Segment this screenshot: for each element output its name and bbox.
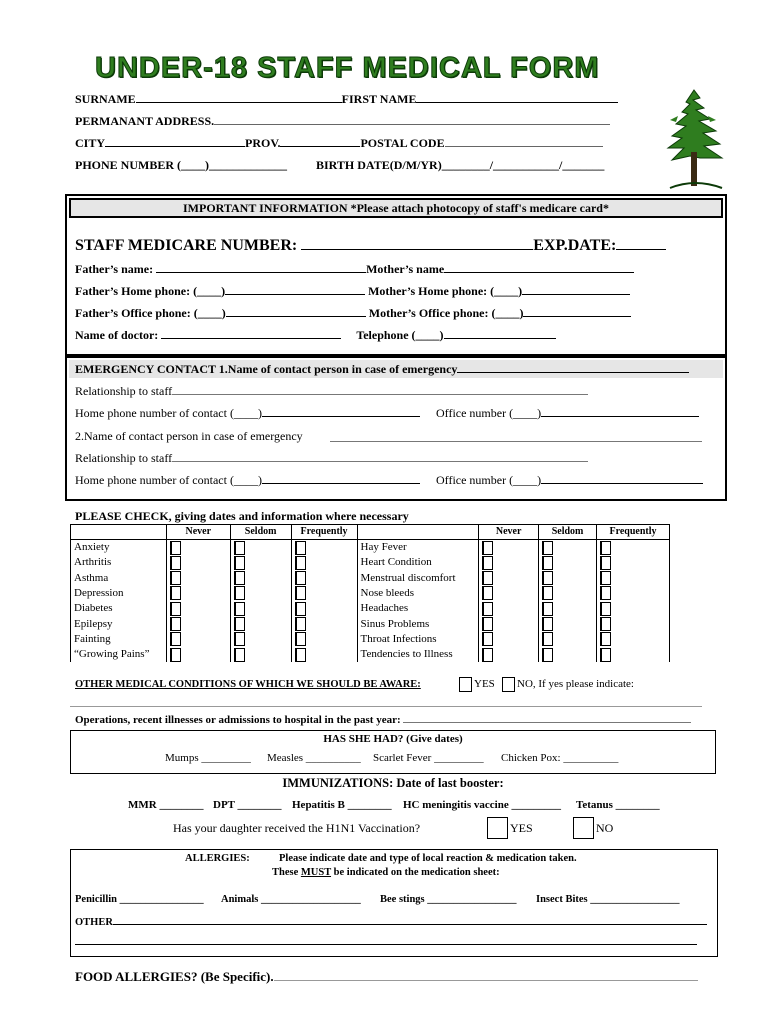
condition-frequently-checkbox[interactable] — [600, 586, 611, 600]
condition-frequently-cell — [291, 631, 357, 646]
condition-frequently-cell — [291, 540, 357, 555]
table-row — [71, 616, 670, 631]
bee-stings-field[interactable]: Bee stings _________________ — [380, 894, 517, 905]
condition-frequently-cell — [597, 616, 670, 631]
allergies-label: ALLERGIES: — [185, 853, 250, 864]
mumps-field[interactable]: Mumps _________ — [165, 752, 251, 764]
condition-frequently-checkbox[interactable] — [295, 648, 306, 662]
relationship-2-field[interactable]: Relationship to staff — [75, 451, 588, 466]
condition-never-cell — [166, 570, 230, 585]
table-row — [71, 631, 670, 646]
condition-seldom-checkbox[interactable] — [234, 541, 245, 555]
animals-field[interactable]: Animals ___________________ — [221, 894, 361, 905]
allergies-instruction-2: These MUST be indicated on the medication sheet: — [272, 867, 500, 878]
doctor-field[interactable]: Name of doctor: Telephone (____) — [75, 328, 556, 343]
condition-never-cell — [166, 631, 230, 646]
condition-frequently-checkbox[interactable] — [295, 586, 306, 600]
condition-seldom-cell — [539, 631, 597, 646]
condition-never-cell — [166, 585, 230, 600]
condition-never-cell — [479, 631, 539, 646]
table-row — [71, 570, 670, 585]
condition-label: Epilepsy — [71, 616, 167, 631]
condition-frequently-cell — [597, 647, 670, 662]
penicillin-field[interactable]: Penicillin ________________ — [75, 894, 204, 905]
condition-seldom-cell — [539, 647, 597, 662]
condition-never-cell — [479, 601, 539, 616]
h1n1-no-checkbox[interactable] — [573, 817, 594, 839]
has-she-had-title: HAS SHE HAD? (Give dates) — [323, 733, 463, 745]
condition-seldom-checkbox[interactable] — [542, 541, 553, 555]
condition-never-checkbox[interactable] — [170, 556, 181, 570]
condition-never-cell — [166, 616, 230, 631]
condition-frequently-checkbox[interactable] — [295, 541, 306, 555]
condition-frequently-cell — [597, 570, 670, 585]
home-phone-1-field[interactable]: Home phone number of contact (____) — [75, 406, 420, 421]
other-conditions-line — [70, 706, 702, 707]
condition-never-checkbox[interactable] — [170, 617, 181, 631]
condition-seldom-cell — [230, 647, 291, 662]
other-no-checkbox[interactable] — [502, 677, 515, 692]
condition-never-checkbox[interactable] — [482, 648, 493, 662]
insect-bites-field[interactable]: Insect Bites _________________ — [536, 894, 680, 905]
tree-logo-icon — [660, 86, 730, 192]
father-name-field[interactable]: Father’s name: Mother’s name — [75, 262, 634, 277]
condition-label: Throat Infections — [357, 631, 479, 646]
col-never-2: Never — [479, 525, 539, 540]
condition-seldom-cell — [230, 570, 291, 585]
condition-frequently-checkbox[interactable] — [600, 632, 611, 646]
col-frequently-2: Frequently — [597, 525, 670, 540]
tetanus-field[interactable]: Tetanus ________ — [576, 799, 660, 811]
contact-2-line — [330, 441, 702, 442]
condition-seldom-cell — [539, 601, 597, 616]
condition-seldom-checkbox[interactable] — [234, 617, 245, 631]
h1n1-no-label: NO — [596, 821, 614, 835]
condition-frequently-cell — [597, 631, 670, 646]
table-row — [71, 647, 670, 662]
home-phone-2-field[interactable]: Home phone number of contact (____) — [75, 473, 420, 488]
condition-never-cell — [479, 570, 539, 585]
condition-label: Arthritis — [71, 555, 167, 570]
condition-label: Nose bleeds — [357, 585, 479, 600]
condition-seldom-checkbox[interactable] — [234, 586, 245, 600]
check-heading: PLEASE CHECK, giving dates and information where necessary — [75, 509, 409, 523]
condition-never-cell — [479, 540, 539, 555]
condition-seldom-checkbox[interactable] — [234, 648, 245, 662]
condition-seldom-cell — [539, 585, 597, 600]
condition-frequently-checkbox[interactable] — [295, 602, 306, 616]
condition-frequently-checkbox[interactable] — [600, 602, 611, 616]
dpt-field[interactable]: DPT ________ — [213, 799, 282, 811]
condition-never-checkbox[interactable] — [482, 602, 493, 616]
table-row — [71, 540, 670, 555]
condition-frequently-checkbox[interactable] — [295, 571, 306, 585]
condition-label: Anxiety — [71, 540, 167, 555]
operations-field[interactable]: Operations, recent illnesses or admissions to hospital in the past year: — [75, 712, 691, 726]
condition-frequently-cell — [291, 585, 357, 600]
condition-never-cell — [166, 555, 230, 570]
city-field[interactable]: CITY PROV. POSTAL CODE — [75, 136, 603, 151]
surname-field[interactable]: SURNAME FIRST NAME — [75, 92, 618, 107]
condition-seldom-checkbox[interactable] — [542, 648, 553, 662]
condition-never-checkbox[interactable] — [482, 586, 493, 600]
condition-seldom-checkbox[interactable] — [542, 586, 553, 600]
condition-frequently-checkbox[interactable] — [600, 617, 611, 631]
condition-frequently-checkbox[interactable] — [600, 541, 611, 555]
condition-never-checkbox[interactable] — [170, 632, 181, 646]
condition-never-checkbox[interactable] — [170, 648, 181, 662]
condition-seldom-cell — [230, 616, 291, 631]
condition-frequently-checkbox[interactable] — [600, 571, 611, 585]
allergies-instruction-1: Please indicate date and type of local reaction & medication taken. — [279, 853, 577, 864]
col-seldom: Seldom — [230, 525, 291, 540]
table-row — [71, 601, 670, 616]
food-allergies-field[interactable]: FOOD ALLERGIES? (Be Specific). — [75, 969, 698, 985]
condition-seldom-cell — [230, 555, 291, 570]
condition-seldom-cell — [230, 540, 291, 555]
other-allergies-field[interactable]: OTHER — [75, 914, 707, 928]
form-title: UNDER-18 STAFF MEDICAL FORM — [95, 52, 600, 84]
condition-never-checkbox[interactable] — [482, 556, 493, 570]
condition-label: Headaches — [357, 601, 479, 616]
office-phone-1-field[interactable]: Office number (____) — [436, 406, 699, 421]
other-yes-checkbox[interactable] — [459, 677, 472, 692]
condition-seldom-checkbox[interactable] — [542, 632, 553, 646]
condition-label: Asthma — [71, 570, 167, 585]
table-row — [71, 585, 670, 600]
condition-seldom-cell — [539, 570, 597, 585]
medicare-number-field[interactable]: STAFF MEDICARE NUMBER: EXP.DATE: — [75, 236, 666, 255]
condition-never-checkbox[interactable] — [482, 571, 493, 585]
condition-seldom-cell — [539, 616, 597, 631]
address-field[interactable]: PERMANANT ADDRESS. — [75, 114, 610, 129]
condition-seldom-cell — [230, 631, 291, 646]
condition-seldom-cell — [539, 540, 597, 555]
condition-frequently-cell — [291, 555, 357, 570]
h1n1-yes-label: YES — [510, 821, 533, 835]
condition-frequently-cell — [597, 585, 670, 600]
condition-frequently-cell — [291, 601, 357, 616]
condition-seldom-cell — [230, 585, 291, 600]
chicken-pox-field[interactable]: Chicken Pox: __________ — [501, 752, 619, 764]
condition-never-cell — [166, 601, 230, 616]
condition-label: Tendencies to Illness — [357, 647, 479, 662]
condition-label: Heart Condition — [357, 555, 479, 570]
birth-date-field[interactable]: BIRTH DATE(D/M/YR)________/___________/_______ — [316, 158, 605, 172]
condition-frequently-checkbox[interactable] — [295, 632, 306, 646]
scarlet-fever-field[interactable]: Scarlet Fever _________ — [373, 752, 484, 764]
condition-never-cell — [479, 616, 539, 631]
col-frequently: Frequently — [291, 525, 357, 540]
father-home-phone-field[interactable]: Father’s Home phone: (____) Mother’s Home phone: (____) — [75, 284, 630, 299]
table-row — [71, 555, 670, 570]
condition-seldom-checkbox[interactable] — [234, 632, 245, 646]
other-yes-label: YES — [474, 678, 495, 690]
condition-frequently-cell — [291, 616, 357, 631]
condition-never-checkbox[interactable] — [170, 586, 181, 600]
immunizations-title: IMMUNIZATIONS: Date of last booster: — [282, 776, 504, 790]
condition-label: Depression — [71, 585, 167, 600]
hc-meningitis-field[interactable]: HC meningitis vaccine _________ — [403, 799, 561, 811]
other-allergies-line-2 — [75, 944, 697, 945]
condition-never-checkbox[interactable] — [170, 541, 181, 555]
condition-never-checkbox[interactable] — [170, 571, 181, 585]
condition-seldom-checkbox[interactable] — [234, 571, 245, 585]
condition-frequently-cell — [597, 601, 670, 616]
important-info-banner: IMPORTANT INFORMATION *Please attach photocopy of staff's medicare card* — [69, 198, 723, 218]
condition-never-cell — [166, 540, 230, 555]
emergency-contact-1-field[interactable]: EMERGENCY CONTACT 1.Name of contact person in case of emergency — [75, 362, 689, 377]
condition-never-checkbox[interactable] — [482, 617, 493, 631]
conditions-table — [70, 524, 670, 662]
mmr-field[interactable]: MMR ________ — [128, 799, 204, 811]
father-office-phone-field[interactable]: Father’s Office phone: (____) Mother’s Office phone: (____) — [75, 306, 631, 321]
other-no-label: NO, If yes please indicate: — [517, 678, 634, 690]
h1n1-yes-checkbox[interactable] — [487, 817, 508, 839]
col-seldom-2: Seldom — [539, 525, 597, 540]
condition-frequently-checkbox[interactable] — [600, 648, 611, 662]
other-conditions-label: OTHER MEDICAL CONDITIONS OF WHICH WE SHOULD BE AWARE: — [75, 679, 421, 690]
condition-seldom-checkbox[interactable] — [542, 602, 553, 616]
condition-seldom-checkbox[interactable] — [542, 556, 553, 570]
condition-label: Diabetes — [71, 601, 167, 616]
condition-never-checkbox[interactable] — [482, 632, 493, 646]
condition-frequently-cell — [597, 540, 670, 555]
condition-never-cell — [479, 647, 539, 662]
condition-seldom-checkbox[interactable] — [234, 602, 245, 616]
emergency-contact-2-field[interactable]: 2.Name of contact person in case of emergency — [75, 429, 303, 443]
phone-field[interactable]: PHONE NUMBER (____)_____________ — [75, 158, 287, 172]
condition-never-cell — [166, 647, 230, 662]
condition-label: Fainting — [71, 631, 167, 646]
h1n1-question: Has your daughter received the H1N1 Vaccination? — [173, 821, 421, 835]
hepatitis-b-field[interactable]: Hepatitis B ________ — [292, 799, 392, 811]
condition-frequently-checkbox[interactable] — [600, 556, 611, 570]
condition-label: “Growing Pains” — [71, 647, 167, 662]
condition-frequently-cell — [291, 570, 357, 585]
condition-never-checkbox[interactable] — [170, 602, 181, 616]
condition-label: Sinus Problems — [357, 616, 479, 631]
condition-label: Hay Fever — [357, 540, 479, 555]
relationship-1-field[interactable]: Relationship to staff — [75, 384, 588, 399]
condition-seldom-cell — [230, 601, 291, 616]
condition-frequently-checkbox[interactable] — [295, 617, 306, 631]
condition-never-cell — [479, 555, 539, 570]
condition-seldom-checkbox[interactable] — [234, 556, 245, 570]
condition-never-cell — [479, 585, 539, 600]
condition-seldom-cell — [539, 555, 597, 570]
measles-field[interactable]: Measles __________ — [267, 752, 361, 764]
condition-never-checkbox[interactable] — [482, 541, 493, 555]
condition-label: Menstrual discomfort — [357, 570, 479, 585]
office-phone-2-field[interactable]: Office number (____) — [436, 473, 703, 488]
col-never: Never — [166, 525, 230, 540]
condition-frequently-checkbox[interactable] — [295, 556, 306, 570]
condition-frequently-cell — [597, 555, 670, 570]
condition-seldom-checkbox[interactable] — [542, 617, 553, 631]
condition-frequently-cell — [291, 647, 357, 662]
condition-seldom-checkbox[interactable] — [542, 571, 553, 585]
